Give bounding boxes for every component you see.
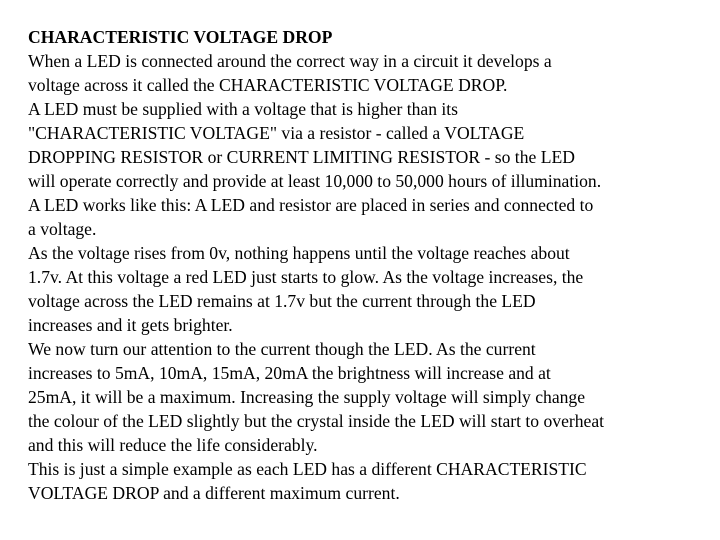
document-body [28, 25, 698, 505]
text-line: A LED must be supplied with a voltage that is higher than its [28, 99, 459, 119]
text-line: When a LED is connected around the correct way in a circuit it develops a [28, 51, 552, 71]
text-line: increases to 5mA, 10mA, 15mA, 20mA the brightness will increase and at [28, 363, 551, 383]
text-line: increases and it gets brighter. [28, 315, 233, 335]
text-line: A LED works like this: A LED and resistor are placed in series and connected to [28, 195, 594, 215]
text-line: voltage across it called the CHARACTERISTIC VOLTAGE DROP. [28, 75, 508, 95]
text-line: a voltage. [28, 219, 97, 239]
text-line: This is just a simple example as each LED has a different CHARACTERISTIC [28, 459, 587, 479]
text-line: We now turn our attention to the current though the LED. As the current [28, 339, 536, 359]
text-line: As the voltage rises from 0v, nothing happens until the voltage reaches about [28, 243, 570, 263]
text-line: VOLTAGE DROP and a different maximum current. [28, 483, 400, 503]
text-line: the colour of the LED slightly but the crystal inside the LED will start to overheat [28, 411, 605, 431]
text-line: "CHARACTERISTIC VOLTAGE" via a resistor - called a VOLTAGE [28, 123, 525, 143]
text-line: DROPPING RESISTOR or CURRENT LIMITING RESISTOR - so the LED [28, 147, 575, 167]
text-line: will operate correctly and provide at least 10,000 to 50,000 hours of illumination. [28, 171, 602, 191]
text-line: 1.7v. At this voltage a red LED just starts to glow. As the voltage increases, the [28, 267, 584, 287]
text-line: and this will reduce the life considerably. [28, 435, 318, 455]
document-title: CHARACTERISTIC VOLTAGE DROP [28, 27, 333, 47]
text-line: voltage across the LED remains at 1.7v but the current through the LED [28, 291, 536, 311]
text-line: 25mA, it will be a maximum. Increasing the supply voltage will simply change [28, 387, 586, 407]
